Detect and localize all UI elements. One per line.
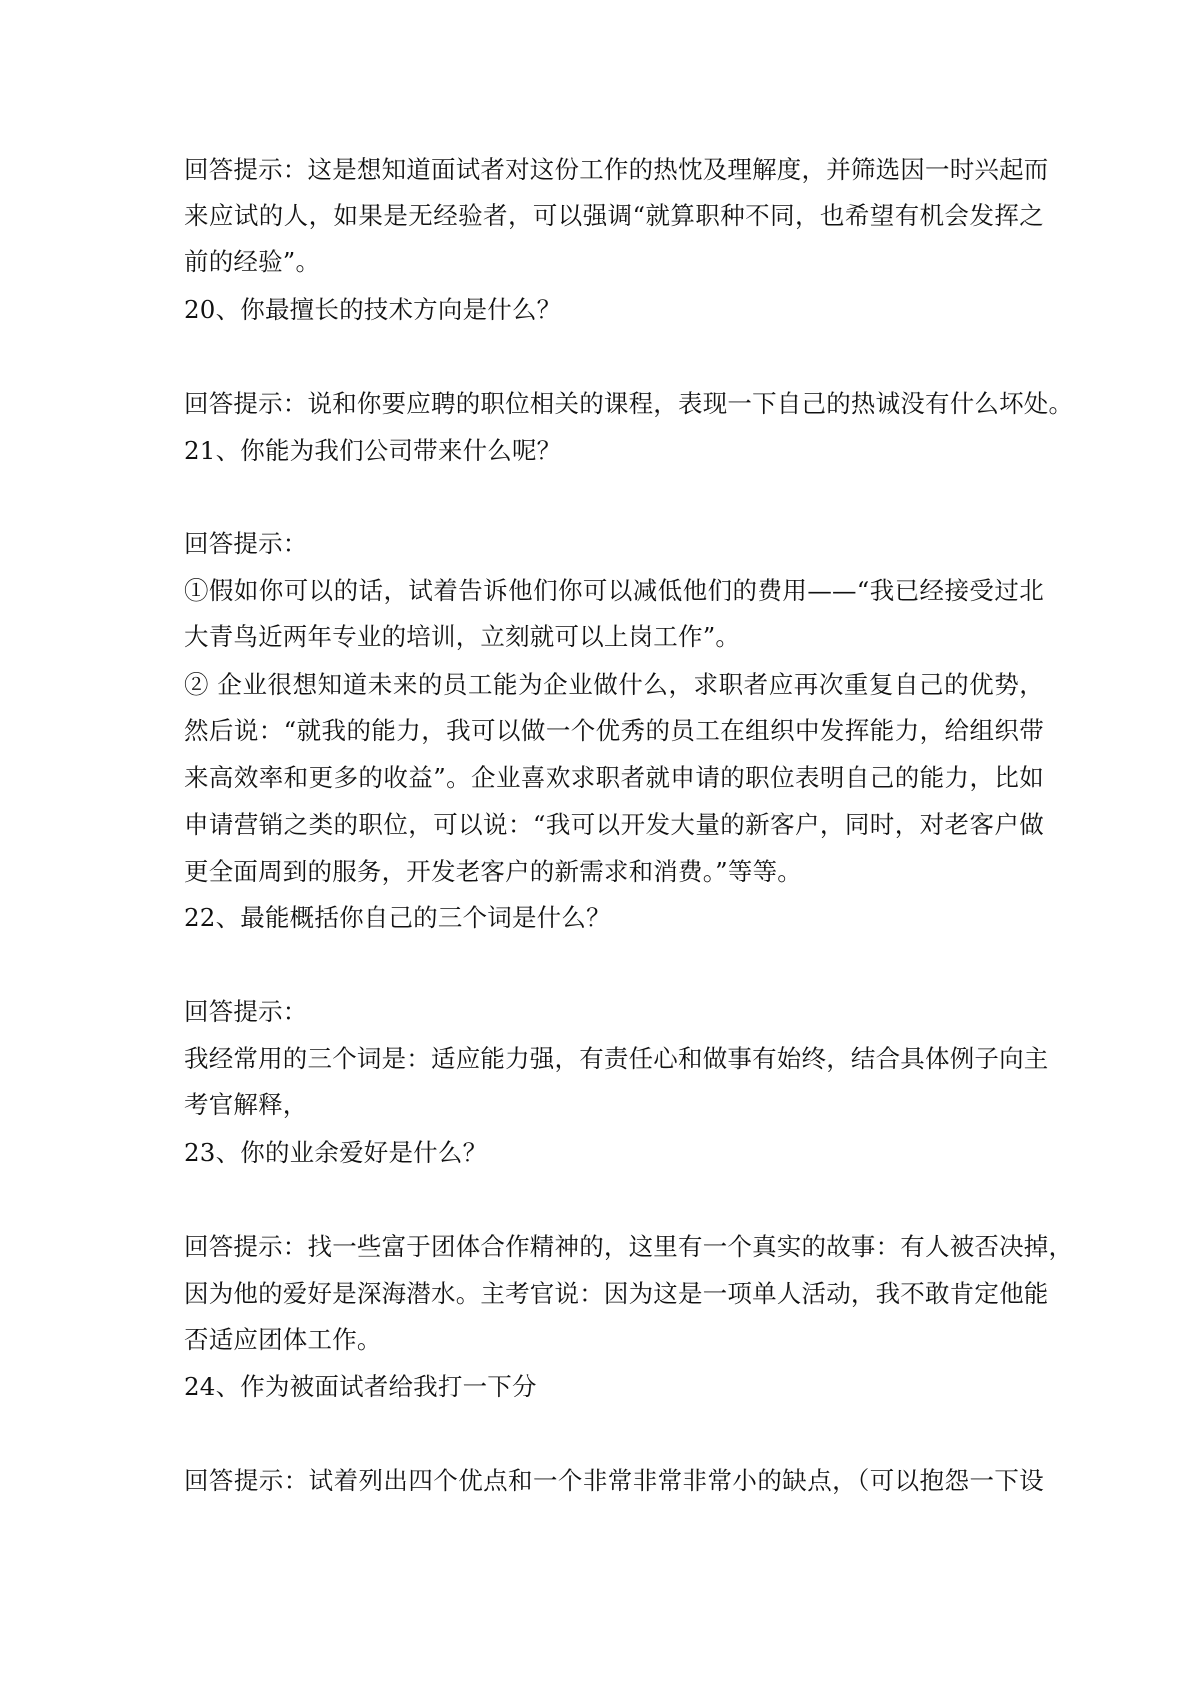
paragraph-line: 来应试的人，如果是无经验者，可以强调“就算职种不同，也希望有机会发挥之 xyxy=(184,201,1044,230)
paragraph-line: 然后说：“就我的能力，我可以做一个优秀的员工在组织中发挥能力，给组织带 xyxy=(184,716,1044,745)
paragraph-line: 回答提示：试着列出四个优点和一个非常非常非常小的缺点，（可以抱怨一下设 xyxy=(184,1466,1044,1495)
paragraph-line: 回答提示：这是想知道面试者对这份工作的热忱及理解度，并筛选因一时兴起而 xyxy=(184,155,1049,184)
question-heading: 22、最能概括你自己的三个词是什么？ xyxy=(184,903,611,932)
paragraph-line: 前的经验”。 xyxy=(184,247,321,276)
paragraph-line: 更全面周到的服务，开发老客户的新需求和消费。”等等。 xyxy=(184,857,802,886)
paragraph-line: 申请营销之类的职位，可以说：“我可以开发大量的新客户，同时，对老客户做 xyxy=(184,810,1044,839)
paragraph-line: 考官解释， xyxy=(184,1090,308,1119)
answer-label: 回答提示： xyxy=(184,529,308,558)
question-heading: 24、作为被面试者给我打一下分 xyxy=(184,1372,537,1401)
paragraph-line: 来高效率和更多的收益”。企业喜欢求职者就申请的职位表明自己的能力，比如 xyxy=(184,763,1044,792)
paragraph-line: 否适应团体工作。 xyxy=(184,1325,382,1354)
paragraph-line: 我经常用的三个词是：适应能力强，有责任心和做事有始终，结合具体例子向主 xyxy=(184,1044,1049,1073)
paragraph-line: 回答提示：找一些富于团体合作精神的，这里有一个真实的故事：有人被否决掉， xyxy=(184,1232,1074,1261)
answer-label: 回答提示： xyxy=(184,997,308,1026)
question-heading: 21、你能为我们公司带来什么呢？ xyxy=(184,436,562,465)
question-heading: 20、你最擅长的技术方向是什么？ xyxy=(184,295,562,324)
paragraph-line: ①假如你可以的话，试着告诉他们你可以减低他们的费用——“我已经接受过北 xyxy=(184,576,1044,605)
paragraph-line: 大青鸟近两年专业的培训，立刻就可以上岗工作”。 xyxy=(184,622,741,651)
paragraph-line: 回答提示：说和你要应聘的职位相关的课程，表现一下自己的热诚没有什么坏处。 xyxy=(184,389,1074,418)
question-heading: 23、你的业余爱好是什么？ xyxy=(184,1138,488,1167)
paragraph-line: 因为他的爱好是深海潜水。主考官说：因为这是一项单人活动，我不敢肯定他能 xyxy=(184,1279,1049,1308)
paragraph-line: ② 企业很想知道未来的员工能为企业做什么，求职者应再次重复自己的优势， xyxy=(184,670,1044,699)
